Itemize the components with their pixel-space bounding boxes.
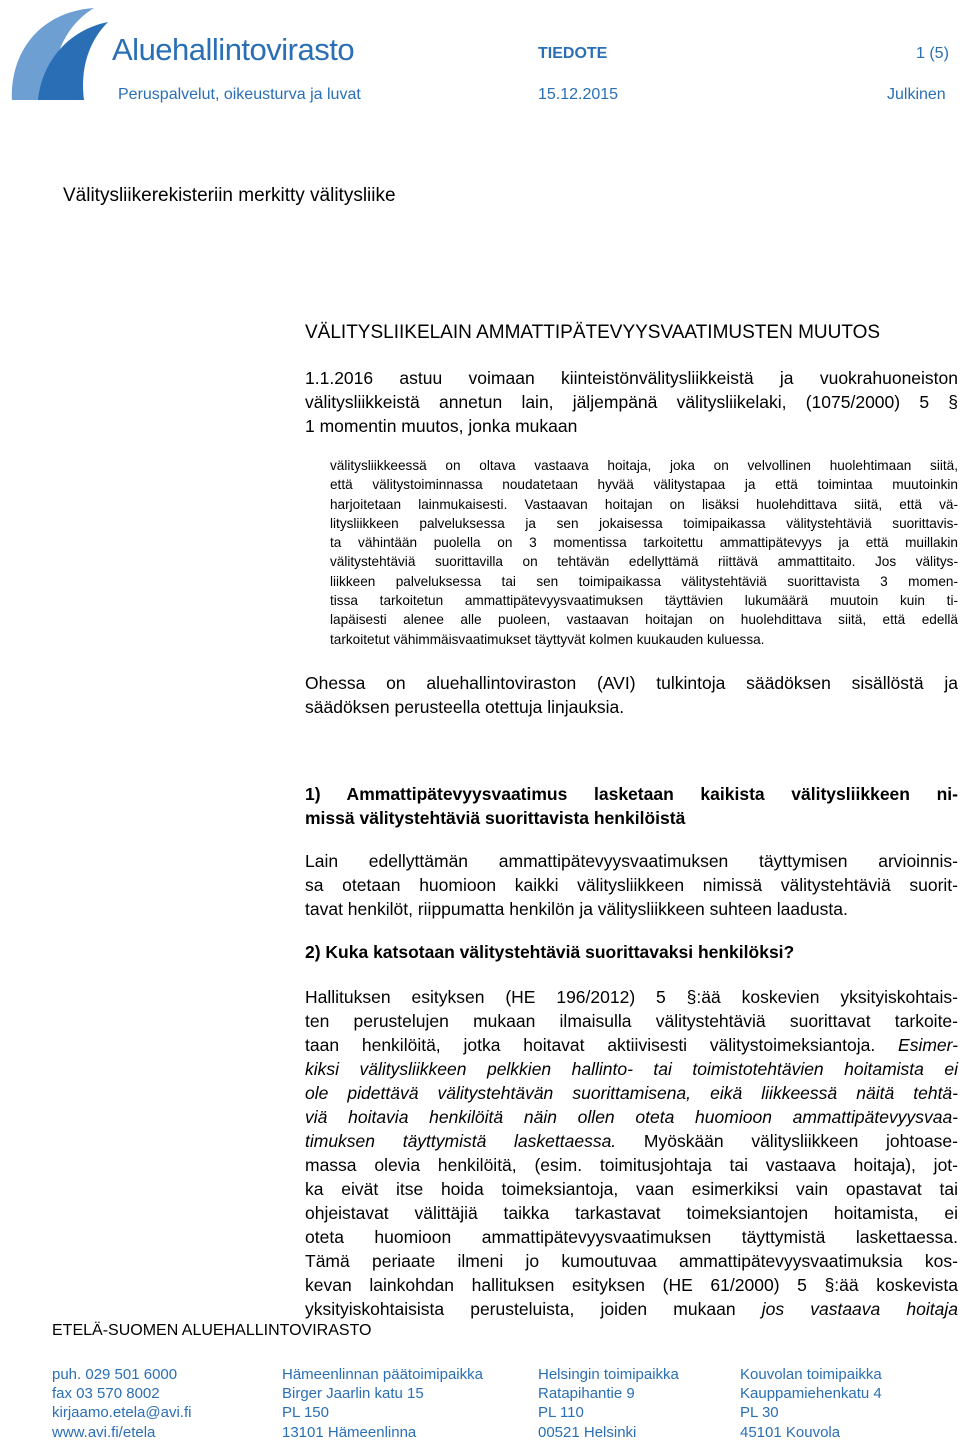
question-2-heading: [305, 940, 958, 964]
text-line: 1 momentin muutos, jonka mukaan: [305, 416, 578, 436]
intro-paragraph: [305, 366, 958, 438]
office-pobox: PL 150: [282, 1404, 329, 1422]
document-type: TIEDOTE: [538, 45, 608, 62]
office-pobox: PL 30: [740, 1404, 779, 1422]
footer-phone: puh. 029 501 6000: [52, 1366, 178, 1383]
office-street: Ratapihantie 9: [538, 1385, 635, 1403]
italic-fragment: viä hoitavia henkilöitä näin ollen oteta huomioon ammattipätevyysvaa-: [305, 1107, 958, 1127]
text-line: että välitystoiminnassa noudatetaan hyvää välitystapaa ja että toimintaa muutoinkin: [330, 477, 958, 493]
office-postal: 00521 Helsinki: [538, 1423, 637, 1441]
page-number: 1 (5): [916, 45, 949, 62]
answer-1: [305, 849, 958, 921]
footer-website[interactable]: www.avi.fi/etela: [52, 1423, 156, 1441]
text-fragment: Myöskään välitysliikkeen johtoase-: [616, 1131, 958, 1151]
document-date: 15.12.2015: [538, 86, 619, 103]
text-line: missä välitystehtäviä suorittavista henkilöistä: [305, 808, 686, 828]
avi-paragraph: [305, 671, 958, 719]
office-postal: 13101 Hämeenlinna: [282, 1423, 417, 1441]
answer-2: [305, 985, 958, 1321]
text-line: ka eivät itse hoida toimeksiantoja, vaan esimerkiksi vain opastavat tai: [305, 1179, 958, 1199]
text-line: tissa tarkoitetun ammattipätevyysvaatimuksen täyttävien lukumäärä muutoin kuin ti-: [330, 593, 958, 609]
text-line: 1) Ammattipätevyysvaatimus lasketaan kaikista välitysliikkeen ni-: [305, 784, 958, 804]
text-line: tavat henkilöt, riippumatta henkilön ja välitysliikkeen suhteen laadusta.: [305, 899, 848, 919]
text-line: sa otetaan huomioon kaikki välitysliikkeen nimissä välitystehtäviä suorit-: [305, 875, 958, 895]
office-street: Birger Jaarlin katu 15: [282, 1385, 424, 1403]
office-name: Kouvolan toimipaikka: [740, 1366, 882, 1383]
text-line: lapäisesti alenee alle puoleen, vastaavan hoitajan on huolehdittava siitä, että edellä: [330, 612, 958, 628]
italic-fragment: ole pidettävä välitystehtävän suorittamisena, eikä liikkeessä näitä tehtä-: [305, 1083, 958, 1103]
footer-kouvola: [740, 1365, 882, 1442]
footer-helsinki: [538, 1365, 679, 1442]
italic-fragment: Esimer-: [898, 1035, 958, 1055]
text-line: Ohessa on aluehallintoviraston (AVI) tulkintoja säädöksen sisällöstä ja: [305, 673, 958, 693]
text-line: säädöksen perusteella otettuja linjauksia.: [305, 697, 625, 717]
footer-organization: ETELÄ-SUOMEN ALUEHALLINTOVIRASTO: [52, 1322, 372, 1339]
text-line: välitystehtäviä suorittavilla on tehtävän edellyttämä riittävä ammattitaito. Jos välitys-: [330, 554, 958, 570]
italic-line: [305, 1081, 958, 1105]
office-postal: 45101 Kouvola: [740, 1423, 841, 1441]
text-fragment: yksityiskohtaisista perusteluista, joiden mukaan: [305, 1299, 762, 1319]
text-line: Hallituksen esityksen (HE 196/2012) 5 §:ää koskevien yksityiskohtais-: [305, 987, 958, 1007]
text-line: 2) Kuka katsotaan välitystehtäviä suorittavaksi henkilöksi?: [305, 942, 795, 962]
text-line: 1.1.2016 astuu voimaan kiinteistönvälitysliikkeistä ja vuokrahuoneiston: [305, 368, 958, 388]
italic-fragment: timuksen täyttymistä laskettaessa.: [305, 1131, 617, 1151]
text-line: litysliikkeen palveluksessa ja sen jokaisessa toimipaikassa välitystehtäviä suorittavis-: [330, 515, 958, 531]
logo-wordmark: Aluehallintovirasto: [112, 32, 355, 67]
text-line: tarkoitetut vähimmäisvaatimukset täyttyvät kolmen kuukauden kuluessa.: [330, 631, 765, 647]
classification: Julkinen: [887, 86, 946, 103]
footer-hameenlinna: [282, 1365, 483, 1442]
department: Peruspalvelut, oikeusturva ja luvat: [118, 86, 361, 103]
text-line: Lain edellyttämän ammattipätevyysvaatimuksen täyttymisen arvioinnis-: [305, 851, 958, 871]
italic-line: [305, 1057, 958, 1081]
text-line: liikkeen palveluksessa tai sen toimipaikassa välitystehtäviä suorittavista 3 momen-: [330, 573, 958, 589]
text-line: harjoitetaan lainmukaisesti. Vastaavan hoitajan on lisäksi huolehdittava siitä, että vä-: [330, 496, 958, 512]
text-line: Tämä periaate ilmeni jo kumoutuvaa ammattipätevyysvaatimuksia kos-: [305, 1251, 958, 1271]
footer-fax: fax 03 570 8002: [52, 1385, 160, 1403]
text-line: kevan lainkohdan hallituksen esityksen (HE 61/2000) 5 §:ää koskevista: [305, 1275, 958, 1295]
italic-line: [305, 1105, 958, 1129]
office-street: Kauppamiehenkatu 4: [740, 1385, 882, 1403]
footer-email[interactable]: kirjaamo.etela@avi.fi: [52, 1404, 192, 1422]
law-quote: [330, 456, 958, 649]
office-pobox: PL 110: [538, 1404, 584, 1422]
italic-fragment: jos vastaava hoitaja: [761, 1299, 958, 1319]
section-heading: VÄLITYSLIIKELAIN AMMATTIPÄTEVYYSVAATIMUSTEN MUUTOS: [305, 322, 881, 343]
footer-contact: [52, 1365, 191, 1442]
document-title: Välitysliikerekisteriin merkitty välitysliike: [63, 185, 396, 206]
text-line: välitysliikkeessä on oltava vastaava hoitaja, joka on velvollinen huolehtimaan siitä,: [330, 458, 958, 473]
text-line: ohjeistavat välittäjiä taikka tarkastavat toimeksiantojen hoitamista, ei: [305, 1203, 958, 1223]
office-name: Hämeenlinnan päätoimipaikka: [282, 1366, 483, 1383]
text-line: ta vähintään puolella on 3 momentissa tarkoitettu ammattipätevyys ja että muillakin: [330, 535, 958, 551]
text-line: [305, 1033, 958, 1057]
text-line: oteta huomioon ammattipätevyysvaatimuksen täyttymistä laskettaessa.: [305, 1227, 958, 1247]
text-line: ten perustelujen mukaan ilmaisulla välitystehtäviä suorittavat tarkoite-: [305, 1011, 958, 1031]
text-line: massa olevia henkilöitä, (esim. toimitusjohtaja tai vastaava hoitaja), jot-: [305, 1155, 958, 1175]
text-fragment: taan henkilöitä, jotka hoitavat aktiivisesti välitystoimeksiantoja.: [305, 1035, 899, 1055]
text-line: [305, 1129, 958, 1153]
text-line: välitysliikkeistä annetun lain, jäljempänä välitysliikelaki, (1075/2000) 5 §: [305, 392, 958, 412]
office-name: Helsingin toimipaikka: [538, 1366, 679, 1383]
italic-fragment: kiksi välitysliikkeen pelkkien hallinto- tai toimistotehtävien hoitamista ei: [305, 1059, 958, 1079]
question-1-heading: [305, 782, 958, 830]
text-line: [305, 1297, 958, 1321]
